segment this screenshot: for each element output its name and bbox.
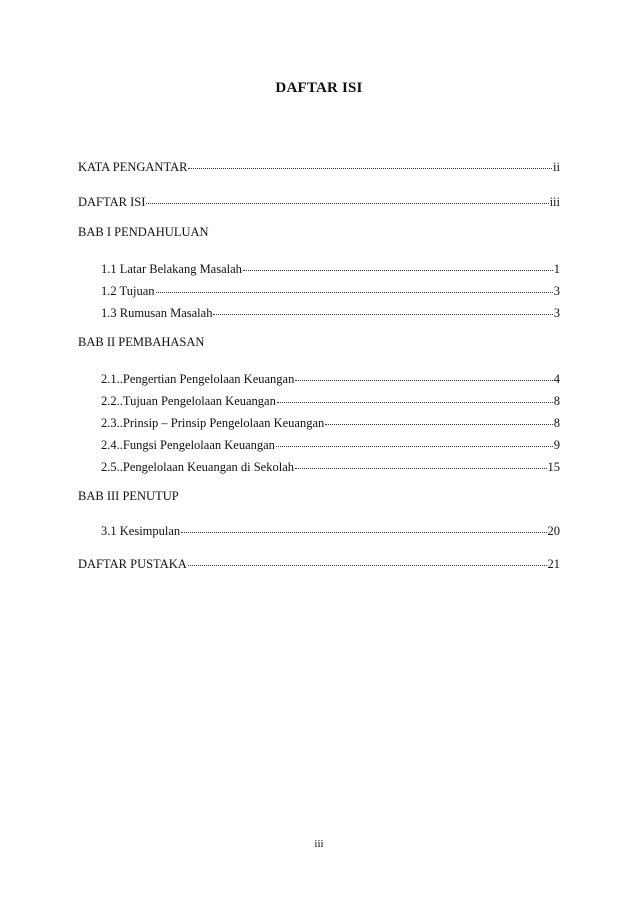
dot-leader [243,256,553,271]
toc-entry-1-3 [101,302,560,321]
toc-entry-2-1 [101,368,560,387]
toc-heading-bab-ii: BAB II PEMBAHASAN [78,335,205,349]
toc-entry-page: 3 [553,306,560,320]
toc-entry-label: 2.2..Tujuan Pengelolaan Keuangan [101,394,276,408]
dot-leader [295,366,552,381]
toc-entry-label: DAFTAR PUSTAKA [78,557,187,571]
dot-leader [295,454,546,469]
toc-entry-label: 1.1 Latar Belakang Masalah [101,262,242,276]
toc-entry-page: 1 [553,262,560,276]
dot-leader [188,154,552,169]
toc-entry-page: 9 [553,438,560,452]
page-title: DAFTAR ISI [275,80,363,96]
toc-entry-label: 1.2 Tujuan [101,284,155,298]
toc-entry-2-5 [101,456,560,475]
toc-heading-bab-i: BAB I PENDAHULUAN [78,225,209,239]
toc-entry-kata-pengantar [78,156,560,175]
toc-entry-label: 2.1..Pengertian Pengelolaan Keuangan [101,372,295,386]
toc-entry-label: 2.5..Pengelolaan Keuangan di Sekolah [101,460,295,474]
toc-entry-1-2 [101,280,560,299]
toc-entry-label: DAFTAR ISI [78,195,146,209]
toc-entry-page: 21 [547,557,560,571]
toc-heading-bab-iii: BAB III PENUTUP [78,489,179,503]
dot-leader [188,551,547,566]
toc-entry-label: 3.1 Kesimpulan [101,524,181,538]
dot-leader [156,278,553,293]
toc-entry-label: KATA PENGANTAR [78,160,188,174]
toc-entry-label: 2.4..Fungsi Pengelolaan Keuangan [101,438,275,452]
dot-leader [276,432,553,447]
toc-entry-page: 15 [547,460,560,474]
toc-entry-label: 2.3..Prinsip – Prinsip Pengelolaan Keuangan [101,416,325,430]
toc-entry-page: ii [553,160,560,174]
dot-leader [181,518,546,533]
toc-entry-label: 1.3 Rumusan Masalah [101,306,213,320]
toc-entry-daftar-isi [78,191,560,210]
dot-leader [277,388,553,403]
dot-leader [146,189,548,204]
dot-leader [213,300,552,315]
toc-entry-page: 20 [547,524,560,538]
toc-entry-page: 4 [553,372,560,386]
toc-entry-2-3 [101,412,560,431]
toc-entry-3-1 [101,520,560,539]
toc-entry-page: iii [549,195,560,209]
toc-entry-page: 8 [553,416,560,430]
toc-entry-page: 3 [553,284,560,298]
dot-leader [325,410,553,425]
toc-entry-1-1 [101,258,560,277]
page-number: iii [314,838,324,850]
toc-entry-daftar-pustaka [78,553,560,572]
toc-entry-2-4 [101,434,560,453]
toc-entry-page: 8 [553,394,560,408]
toc-entry-2-2 [101,390,560,409]
